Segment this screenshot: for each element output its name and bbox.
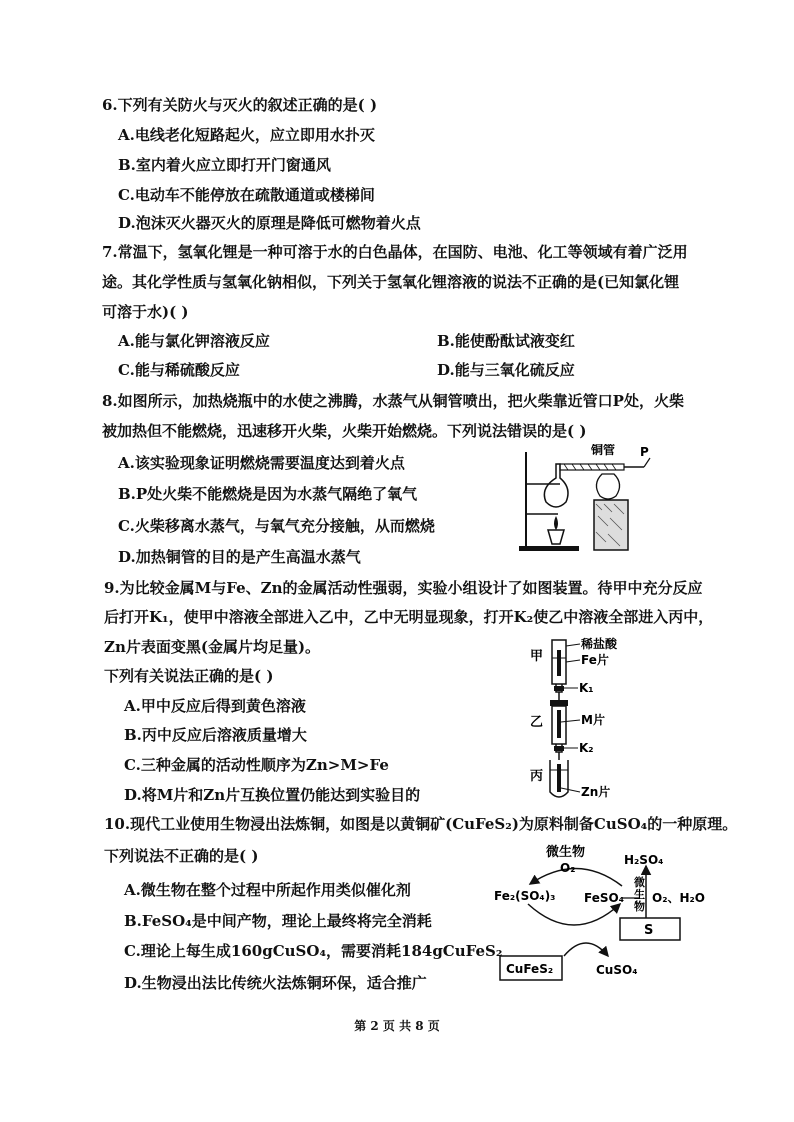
- q8-option-a: A.该实验现象证明燃烧需要温度达到着火点: [118, 454, 405, 472]
- q9-bing-label: 丙: [530, 769, 544, 784]
- q9-option-b: B.丙中反应后溶液质量增大: [124, 726, 307, 744]
- q6-option-c: C.电动车不能停放在疏散通道或楼梯间: [118, 186, 375, 204]
- q9-k2-label: K₂: [579, 741, 594, 755]
- q8-option-b: B.P处火柴不能燃烧是因为水蒸气隔绝了氧气: [118, 485, 418, 503]
- q9-apparatus-figure: [528, 634, 646, 804]
- q10-option-b: B.FeSO₄是中间产物，理论上最终将完全消耗: [124, 912, 432, 930]
- q10-process-figure: [494, 838, 722, 988]
- q10-option-d: D.生物浸出法比传统火法炼铜环保，适合推广: [124, 974, 427, 992]
- q7-stem-line1: 7.常温下，氢氧化锂是一种可溶于水的白色晶体，在国防、电池、化工等领域有着广泛用: [102, 243, 688, 261]
- q9-jia-label: 甲: [530, 649, 544, 664]
- q10-o2-label: O₂: [560, 861, 576, 875]
- q7-option-c: C.能与稀硫酸反应: [118, 361, 240, 379]
- q6-option-a: A.电线老化短路起火，应立即用水扑灭: [118, 126, 375, 144]
- q6-option-d: D.泡沫灭火器灭火的原理是降低可燃物着火点: [118, 214, 421, 232]
- q9-stem-line4: 下列有关说法正确的是( ): [104, 667, 274, 685]
- q10-s-label: S: [644, 923, 654, 938]
- q10-h2so4-label: H₂SO₄: [624, 853, 664, 867]
- q10-microbe-v2: 生: [634, 888, 645, 901]
- q9-yi-label: 乙: [530, 715, 544, 730]
- q9-option-c: C.三种金属的活动性顺序为Zn>M>Fe: [124, 756, 389, 774]
- q9-k1-label: K₁: [579, 681, 594, 695]
- q10-cufes2-label: CuFeS₂: [506, 962, 554, 976]
- q9-zn-label: Zn片: [581, 785, 611, 799]
- q10-microbe-v3: 物: [634, 900, 645, 913]
- q9-acid-label: 稀盐酸: [581, 637, 618, 651]
- q10-o2h2o-label: O₂、H₂O: [652, 891, 705, 905]
- q9-stem-line3: Zn片表面变黑(金属片均足量)。: [104, 638, 321, 656]
- q7-stem-line3: 可溶于水)( ): [102, 303, 189, 321]
- q10-feso4-label: FeSO₄: [584, 891, 624, 905]
- q10-microbe-label: 微生物: [546, 845, 586, 860]
- q9-stem-line2: 后打开K₁，使甲中溶液全部进入乙中，乙中无明显现象，打开K₂使乙中溶液全部进入丙中，: [104, 608, 714, 626]
- q8-option-d: D.加热铜管的目的是产生高温水蒸气: [118, 548, 361, 566]
- q10-stem-line2: 下列说法不正确的是( ): [104, 847, 259, 865]
- q10-microbe-v1: 微: [634, 876, 645, 889]
- q10-fe2so43-label: Fe₂(SO₄)₃: [494, 889, 556, 903]
- q7-option-a: A.能与氯化钾溶液反应: [118, 332, 270, 350]
- q10-option-a: A.微生物在整个过程中所起作用类似催化剂: [124, 881, 411, 899]
- q8-option-c: C.火柴移离水蒸气，与氧气充分接触，从而燃烧: [118, 517, 435, 535]
- q9-option-a: A.甲中反应后得到黄色溶液: [124, 697, 306, 715]
- q7-stem-line2: 途。其化学性质与氢氧化钠相似，下列关于氢氧化锂溶液的说法不正确的是(已知氯化锂: [102, 273, 680, 291]
- q7-option-b: B.能使酚酞试液变红: [437, 332, 575, 350]
- q8-tube-label: 铜管: [591, 444, 616, 457]
- q9-stem-line1: 9.为比较金属M与Fe、Zn的金属活动性强弱，实验小组设计了如图装置。待甲中充分反应: [104, 579, 703, 597]
- q9-option-d: D.将M片和Zn片互换位置仍能达到实验目的: [124, 786, 421, 804]
- q10-option-c: C.理论上每生成160gCuSO₄，需要消耗184gCuFeS₂: [124, 942, 503, 960]
- page-number: 第 2 页 共 8 页: [354, 1019, 440, 1033]
- q8-stem-line1: 8.如图所示，加热烧瓶中的水使之沸腾，水蒸气从铜管喷出，把火柴靠近管口P处，火柴: [102, 392, 684, 410]
- q7-option-d: D.能与三氧化硫反应: [437, 361, 575, 379]
- q6-stem: 6.下列有关防火与灭火的叙述正确的是( ): [102, 96, 378, 114]
- q9-fe-label: Fe片: [581, 653, 609, 667]
- q10-cuso4-label: CuSO₄: [596, 963, 638, 977]
- q8-apparatus-figure: [516, 444, 658, 556]
- q8-stem-line2: 被加热但不能燃烧，迅速移开火柴，火柴开始燃烧。下列说法错误的是( ): [102, 422, 587, 440]
- q6-option-b: B.室内着火应立即打开门窗通风: [118, 156, 331, 174]
- q9-m-label: M片: [581, 713, 605, 727]
- q8-p-label: P: [640, 445, 649, 459]
- q10-stem-line1: 10.现代工业使用生物浸出法炼铜，如图是以黄铜矿(CuFeS₂)为原料制备CuSO₄的一种原理。: [104, 815, 738, 833]
